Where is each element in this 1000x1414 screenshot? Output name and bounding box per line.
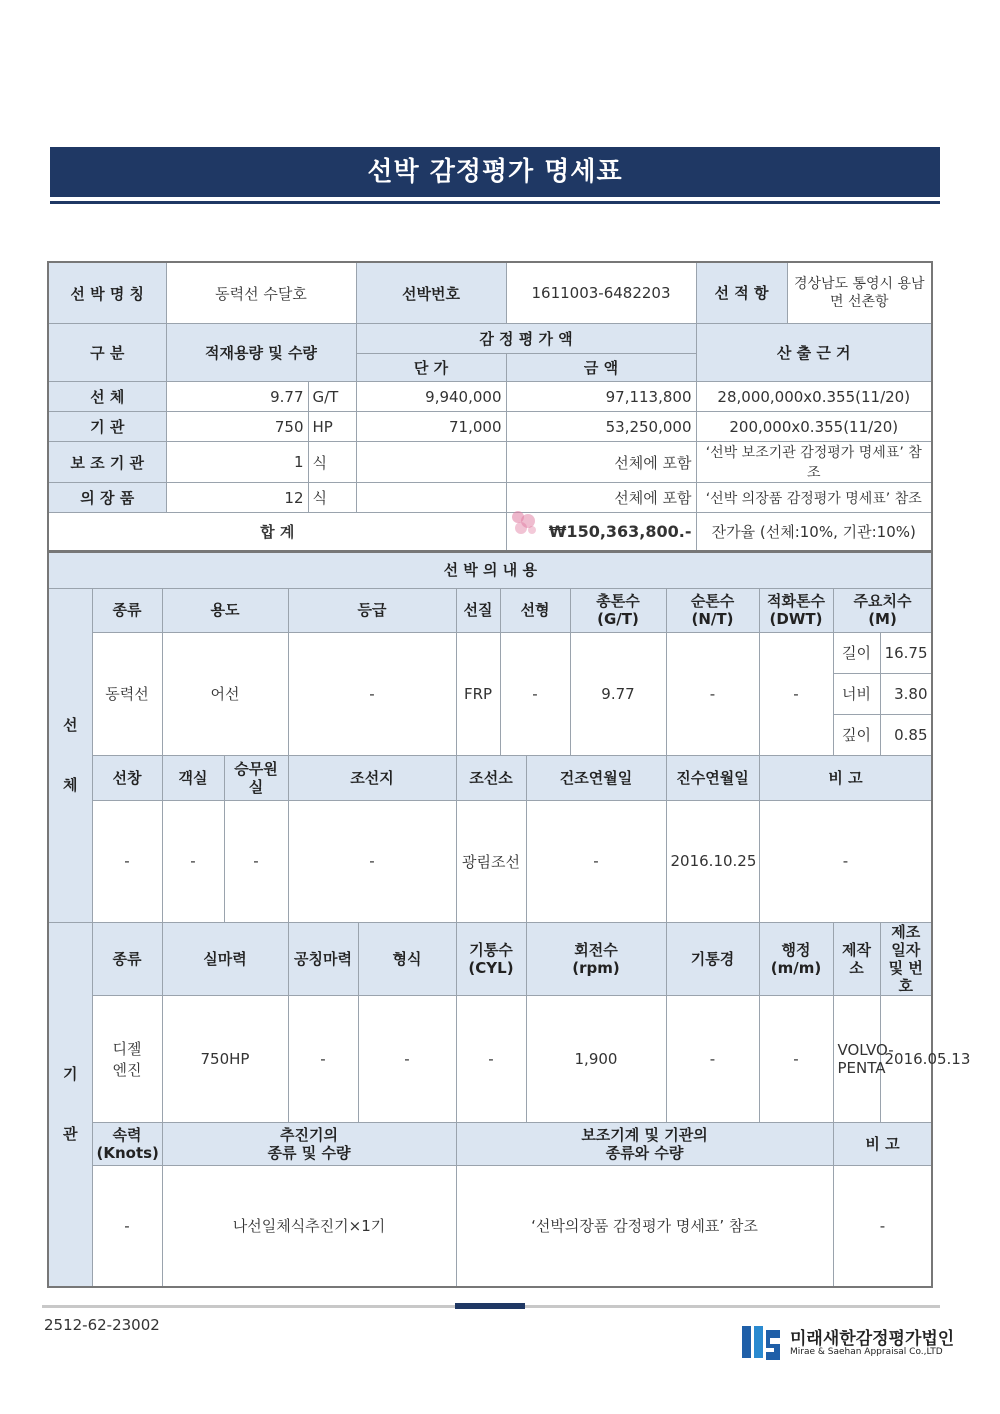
row-unit-price xyxy=(356,483,506,513)
row-qty: 9.77 xyxy=(166,382,308,412)
basis-header: 산 출 근 거 xyxy=(696,324,932,382)
row-unit: 식 xyxy=(308,483,356,513)
build-place-value: - xyxy=(288,800,456,922)
ship-no-value: 1611003-6482203 xyxy=(506,262,696,324)
hull-material-header: 선질 xyxy=(456,588,500,632)
build-date-header: 건조연월일 xyxy=(526,755,666,800)
ship-name-value: 동력선 수달호 xyxy=(166,262,356,324)
width-label: 너비 xyxy=(833,673,880,714)
shipyard-value: 광림조선 xyxy=(456,800,526,922)
hull-label-bottom: 체 xyxy=(63,776,78,794)
cylinder-value: - xyxy=(456,995,526,1122)
category-header: 구 분 xyxy=(48,324,166,382)
engine-type-header: 종류 xyxy=(92,922,162,995)
propulsion-value: 나선일체식추진기×1기 xyxy=(162,1165,456,1287)
hull-label-top: 선 xyxy=(63,716,78,734)
total-row xyxy=(48,513,932,551)
length-value: 16.75 xyxy=(880,632,932,673)
total-label: 합 계 xyxy=(48,513,506,551)
build-place-header: 조선지 xyxy=(288,755,456,800)
hull-type-header: 종류 xyxy=(92,588,162,632)
engine-type-value: 디젤 엔진 xyxy=(92,995,162,1122)
crew-room-header: 승무원실 xyxy=(224,755,288,800)
speed-header: 속력 (Knots) xyxy=(92,1122,162,1165)
title-underline xyxy=(50,201,940,204)
residual-rate: 잔가율 (선체:10%, 기관:10%) xyxy=(696,513,932,551)
footer-accent xyxy=(455,1303,525,1309)
port-value: 경상남도 통영시 용남면 선촌항 xyxy=(793,276,925,310)
gross-tonnage-header: 총톤수 (G/T) xyxy=(570,588,666,632)
hull-remarks-value: - xyxy=(759,800,932,922)
row-name: 의 장 품 xyxy=(48,483,166,513)
row-basis: 28,000,000x0.355(11/20) xyxy=(696,382,932,412)
hold-header: 선창 xyxy=(92,755,162,800)
document-number: 2512-62-23002 xyxy=(44,1316,160,1334)
table-row xyxy=(48,412,932,442)
width-value: 3.80 xyxy=(880,673,932,714)
hull-type-value: 동력선 xyxy=(92,632,162,755)
hull-use-value: 어선 xyxy=(162,632,288,755)
stroke-header: 행정 (m/m) xyxy=(759,922,833,995)
page-title: 선박 감정평가 명세표 xyxy=(50,147,940,197)
row-name: 기 관 xyxy=(48,412,166,442)
dwt-value: - xyxy=(759,632,833,755)
aux-machinery-header: 보조기계 및 기관의 종류와 수량 xyxy=(456,1122,833,1165)
rpm-value: 1,900 xyxy=(526,995,666,1122)
row-qty: 12 xyxy=(166,483,308,513)
launch-date-header: 진수연월일 xyxy=(666,755,759,800)
hull-use-header: 용도 xyxy=(162,588,288,632)
row-basis: ‘선박 보조기관 감정평가 명세표’ 참조 xyxy=(696,442,932,483)
row-amount: 53,250,000 xyxy=(506,412,696,442)
amount-header: 금 액 xyxy=(506,354,696,382)
details-section-title: 선 박 의 내 용 xyxy=(48,552,932,588)
hull-remarks-header: 비 고 xyxy=(759,755,932,800)
row-basis: ‘선박 의장품 감정평가 명세표’ 참조 xyxy=(696,483,932,513)
row-amount: 선체에 포함 xyxy=(506,442,696,483)
ship-no-label: 선박번호 xyxy=(356,262,506,324)
cabin-value: - xyxy=(162,800,224,922)
table-row xyxy=(48,382,932,412)
hull-shape-header: 선형 xyxy=(500,588,570,632)
row-qty: 1 xyxy=(166,442,308,483)
bore-header: 기통경 xyxy=(666,922,759,995)
port-label: 선 적 항 xyxy=(697,263,788,323)
aux-machinery-value: ‘선박의장품 감정평가 명세표’ 참조 xyxy=(456,1165,833,1287)
row-unit: HP xyxy=(308,412,356,442)
real-power-value: 750HP xyxy=(162,995,288,1122)
engine-label-top: 기 xyxy=(63,1065,78,1084)
depth-value: 0.85 xyxy=(880,714,932,755)
real-power-header: 실마력 xyxy=(162,922,288,995)
launch-date-value: 2016.10.25 xyxy=(666,800,759,922)
seal-stamp xyxy=(508,507,542,537)
engine-remarks-header: 비 고 xyxy=(833,1122,932,1165)
depth-label: 깊이 xyxy=(833,714,880,755)
length-label: 길이 xyxy=(833,632,880,673)
unit-price-header: 단 가 xyxy=(356,354,506,382)
net-tonnage-value: - xyxy=(666,632,759,755)
row-qty: 750 xyxy=(166,412,308,442)
crew-room-value: - xyxy=(224,800,288,922)
build-date-value: - xyxy=(526,800,666,922)
capacity-header: 적재용량 및 수량 xyxy=(166,324,356,382)
gross-tonnage-value: 9.77 xyxy=(570,632,666,755)
appraisal-summary-table xyxy=(47,261,933,552)
engine-model-value: - xyxy=(358,995,456,1122)
company-logo-icon xyxy=(740,1320,784,1362)
bore-value: - xyxy=(666,995,759,1122)
row-unit-price: 9,940,000 xyxy=(356,382,506,412)
shipyard-header: 조선소 xyxy=(456,755,526,800)
dwt-header: 적화톤수 (DWT) xyxy=(759,588,833,632)
company-name-english: Mirae & Saehan Appraisal Co.,LTD xyxy=(790,1347,943,1357)
rpm-header: 회전수 (rpm) xyxy=(526,922,666,995)
hull-grade-header: 등급 xyxy=(288,588,456,632)
hull-grade-value: - xyxy=(288,632,456,755)
company-name: 미래새한감정평가법인 xyxy=(790,1329,955,1349)
row-amount: 선체에 포함 xyxy=(506,483,696,513)
engine-label-bottom: 관 xyxy=(63,1125,78,1144)
row-unit-price: 71,000 xyxy=(356,412,506,442)
row-basis: 200,000x0.355(11/20) xyxy=(696,412,932,442)
cabin-header: 객실 xyxy=(162,755,224,800)
stroke-value: - xyxy=(759,995,833,1122)
row-name: 선 체 xyxy=(48,382,166,412)
table-row xyxy=(48,483,932,513)
row-unit: G/T xyxy=(308,382,356,412)
ship-details-table xyxy=(47,551,971,1288)
rated-power-header: 공칭마력 xyxy=(288,922,358,995)
row-name: 보 조 기 관 xyxy=(48,442,166,483)
row-unit-price xyxy=(356,442,506,483)
ship-name-label: 선 박 명 칭 xyxy=(48,262,166,324)
total-amount: ₩150,363,800.- xyxy=(506,513,696,551)
net-tonnage-header: 순톤수 (N/T) xyxy=(666,588,759,632)
maker-header: 제작소 xyxy=(833,922,880,995)
rated-power-value: - xyxy=(288,995,358,1122)
hold-value: - xyxy=(92,800,162,922)
maker-value: VOLVO- PENTA xyxy=(833,995,880,1122)
row-unit: 식 xyxy=(308,442,356,483)
engine-model-header: 형식 xyxy=(358,922,456,995)
hull-material-value: FRP xyxy=(456,632,500,755)
engine-remarks-value: - xyxy=(833,1165,932,1287)
table-row xyxy=(48,442,932,483)
hull-shape-value: - xyxy=(500,632,570,755)
row-amount: 97,113,800 xyxy=(506,382,696,412)
cylinder-header: 기통수 (CYL) xyxy=(456,922,526,995)
propulsion-header: 추진기의 종류 및 수량 xyxy=(162,1122,456,1165)
speed-value: - xyxy=(92,1165,162,1287)
manufacture-date-value: 2016.05.13 xyxy=(880,995,932,1122)
manufacture-date-header: 제조일자 및 번호 xyxy=(880,922,932,995)
appraisal-header: 감 정 평 가 액 xyxy=(356,324,696,354)
dimensions-header: 주요치수 (M) xyxy=(833,588,932,632)
